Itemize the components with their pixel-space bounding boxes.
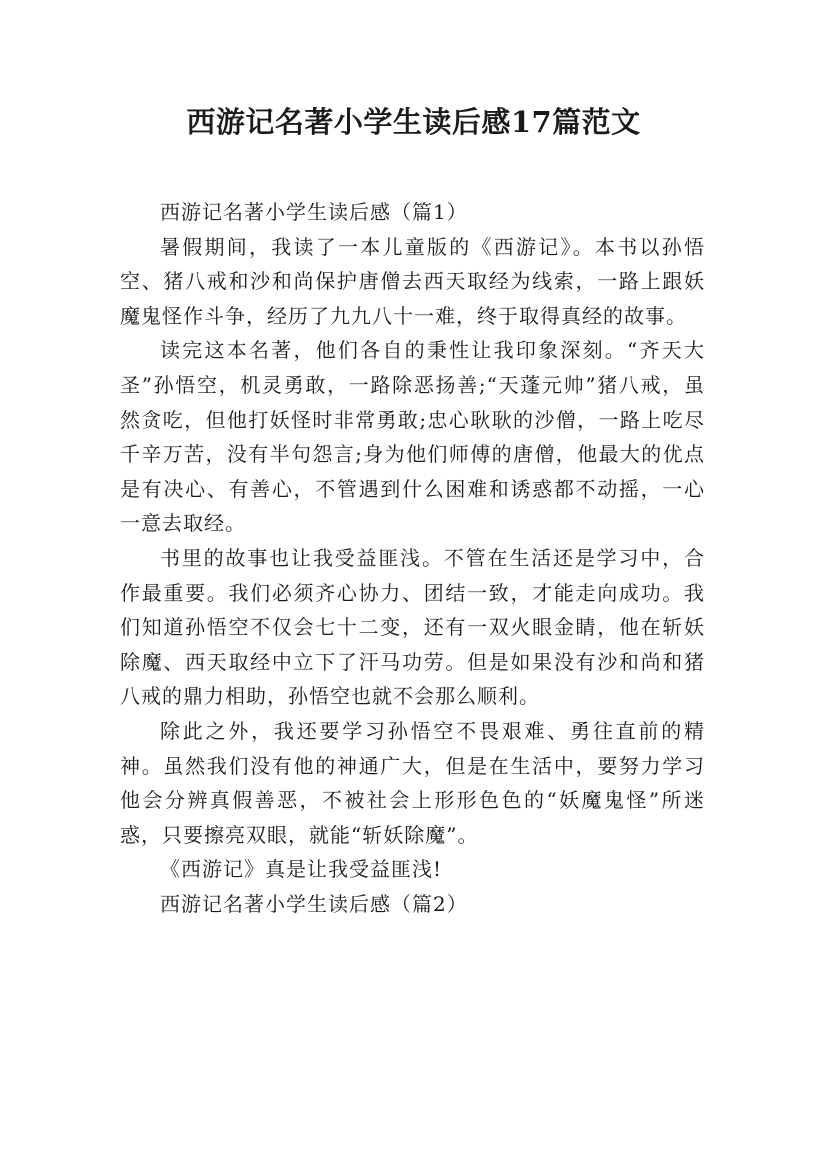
section-heading: 西游记名著小学生读后感（篇2） [160, 891, 468, 916]
document-title: 西游记名著小学生读后感17篇范文 [186, 105, 641, 139]
paragraph: 暑假期间，我读了一本儿童版的《西游记》。本书以孙悟空、猪八戒和沙和尚保护唐僧去西天取经为线索，一路上跟妖魔鬼怪作斗争，经历了九九八十一难，终于取得真经的故事。 [120, 234, 705, 328]
paragraph: 读完这本名著，他们各自的秉性让我印象深刻。“齐天大圣”孙悟空，机灵勇敢，一路除恶扬善;“天蓬元帅”猪八戒，虽然贪吃，但他打妖怪时非常勇敢;忠心耿耿的沙僧，一路上吃尽千辛万苦，没有半句怨言;身为他们师傅的唐僧，他最大的优点是有决心、有善心，不管遇到什么困难和诱惑都不动摇，一心一意去取经。 [120, 338, 705, 536]
paragraph: 除此之外，我还要学习孙悟空不畏艰难、勇往直前的精神。虽然我们没有他的神通广大，但是在生活中，要努力学习他会分辨真假善恶，不被社会上形形色色的“妖魔鬼怪”所迷惑，只要擦亮双眼，就能“斩妖除魔”。 [120, 718, 705, 847]
paragraph: 书里的故事也让我受益匪浅。不管在生活还是学习中，合作最重要。我们必须齐心协力、团结一致，才能走向成功。我们知道孙悟空不仅会七十二变，还有一双火眼金睛，他在斩妖除魔、西天取经中立下了汗马功劳。但是如果没有沙和尚和猪八戒的鼎力相助，孙悟空也就不会那么顺利。 [120, 545, 705, 709]
section-heading: 西游记名著小学生读后感（篇1） [160, 200, 468, 224]
document-body [120, 195, 705, 921]
paragraph: 《西游记》真是让我受益匪浅! [160, 857, 443, 882]
